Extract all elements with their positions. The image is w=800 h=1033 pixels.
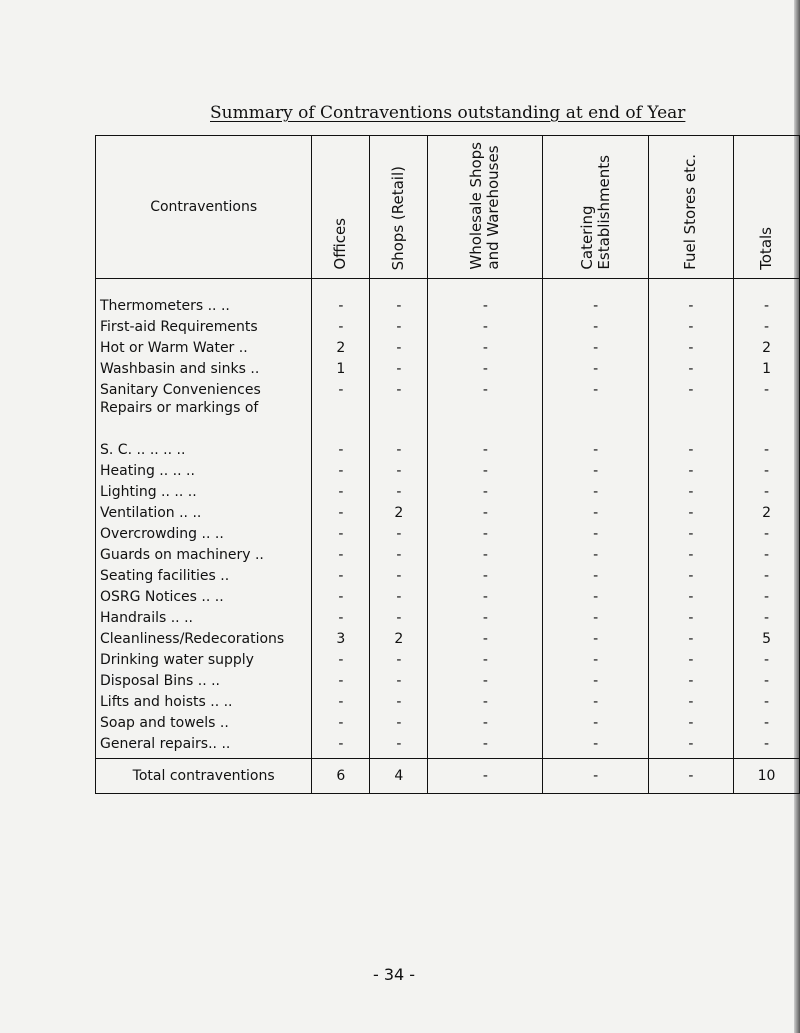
- table-cell: -: [543, 607, 648, 628]
- table-cell: -: [428, 279, 543, 317]
- table-row: [96, 358, 800, 379]
- table-cell: -: [648, 439, 733, 460]
- table-cell: -: [734, 607, 800, 628]
- table-cell: -: [543, 628, 648, 649]
- table-cell: [543, 400, 648, 439]
- table-row: [96, 439, 800, 460]
- table-cell: -: [648, 279, 733, 317]
- column-header-text: Totals: [757, 227, 776, 270]
- row-label: Handrails .. ..: [96, 607, 312, 628]
- row-label: Lifts and hoists .. ..: [96, 691, 312, 712]
- total-cell: -: [428, 759, 543, 794]
- table-cell: -: [648, 358, 733, 379]
- row-label: First-aid Requirements: [96, 316, 312, 337]
- table-cell: -: [648, 337, 733, 358]
- table-cell: -: [734, 460, 800, 481]
- table-cell: -: [734, 649, 800, 670]
- table-row: [96, 586, 800, 607]
- table-cell: -: [543, 481, 648, 502]
- table-cell: -: [370, 523, 428, 544]
- table-cell: -: [370, 358, 428, 379]
- table-cell: 2: [370, 502, 428, 523]
- table-cell: -: [648, 544, 733, 565]
- header-row: [96, 136, 800, 279]
- table-cell: -: [543, 523, 648, 544]
- table-cell: -: [543, 379, 648, 400]
- table-cell: -: [734, 733, 800, 759]
- table-row: [96, 502, 800, 523]
- table-cell: 2: [312, 337, 370, 358]
- table-cell: -: [428, 502, 543, 523]
- table-cell: -: [543, 544, 648, 565]
- table-row: [96, 337, 800, 358]
- table-cell: -: [370, 712, 428, 733]
- table-cell: -: [543, 460, 648, 481]
- column-header-text: Catering: [577, 205, 596, 270]
- table-cell: -: [648, 712, 733, 733]
- row-label: S. C. .. .. .. ..: [96, 439, 312, 460]
- table-cell: -: [543, 670, 648, 691]
- table-cell: -: [734, 379, 800, 400]
- table-cell: 3: [312, 628, 370, 649]
- table-cell: -: [312, 607, 370, 628]
- table-cell: -: [734, 586, 800, 607]
- table-row: [96, 733, 800, 759]
- table-cell: -: [428, 691, 543, 712]
- table-cell: -: [543, 439, 648, 460]
- total-cell: -: [648, 759, 733, 794]
- table-cell: -: [543, 316, 648, 337]
- table-cell: -: [428, 316, 543, 337]
- table-row: [96, 279, 800, 317]
- table-cell: -: [428, 586, 543, 607]
- table-cell: -: [648, 628, 733, 649]
- table-cell: -: [312, 502, 370, 523]
- table-cell: -: [428, 337, 543, 358]
- row-label: Soap and towels ..: [96, 712, 312, 733]
- header-totals: [734, 136, 800, 279]
- row-label: Thermometers .. ..: [96, 279, 312, 317]
- table-cell: -: [370, 649, 428, 670]
- table-cell: -: [428, 670, 543, 691]
- table-row: [96, 691, 800, 712]
- column-header-text: Wholesale Shops: [467, 142, 486, 270]
- table-row: [96, 544, 800, 565]
- table-row: [96, 712, 800, 733]
- table-cell: -: [734, 691, 800, 712]
- table-cell: -: [370, 586, 428, 607]
- row-label: Guards on machinery ..: [96, 544, 312, 565]
- table-cell: 1: [312, 358, 370, 379]
- table-cell: -: [734, 670, 800, 691]
- table-cell: [428, 400, 543, 439]
- table-cell: -: [312, 586, 370, 607]
- total-label: Total contraventions: [96, 759, 312, 794]
- table-cell: -: [648, 316, 733, 337]
- table-cell: -: [648, 691, 733, 712]
- table-cell: -: [648, 565, 733, 586]
- table-cell: [312, 400, 370, 439]
- page-title: Summary of Contraventions outstanding at end of Year: [210, 103, 686, 123]
- header-fuel-stores: [648, 136, 733, 279]
- table-cell: -: [370, 607, 428, 628]
- table-cell: -: [428, 544, 543, 565]
- table-row: [96, 316, 800, 337]
- total-row: [96, 759, 800, 794]
- table-cell: -: [648, 502, 733, 523]
- column-header-text: Establishments: [594, 155, 613, 270]
- table-cell: -: [543, 649, 648, 670]
- table-row: [96, 400, 800, 439]
- row-label: Lighting .. .. ..: [96, 481, 312, 502]
- table-cell: -: [543, 586, 648, 607]
- table-cell: -: [648, 523, 733, 544]
- table-cell: -: [312, 439, 370, 460]
- table-cell: -: [428, 712, 543, 733]
- table-cell: -: [543, 337, 648, 358]
- table-cell: -: [543, 279, 648, 317]
- row-label: Ventilation .. ..: [96, 502, 312, 523]
- table-cell: -: [370, 691, 428, 712]
- header-offices: [312, 136, 370, 279]
- table-cell: -: [312, 460, 370, 481]
- table-cell: -: [312, 565, 370, 586]
- table-cell: -: [312, 316, 370, 337]
- table-cell: -: [648, 481, 733, 502]
- table-cell: [370, 400, 428, 439]
- table-cell: -: [543, 691, 648, 712]
- table-cell: -: [428, 565, 543, 586]
- table-cell: -: [312, 279, 370, 317]
- table-cell: -: [312, 733, 370, 759]
- table-cell: 1: [734, 358, 800, 379]
- header-contraventions: Contraventions: [96, 136, 312, 279]
- row-label: Heating .. .. ..: [96, 460, 312, 481]
- table-row: [96, 628, 800, 649]
- table-cell: 2: [734, 502, 800, 523]
- table-cell: -: [370, 481, 428, 502]
- table-cell: -: [648, 586, 733, 607]
- table-cell: [734, 400, 800, 439]
- table-row: [96, 565, 800, 586]
- table-cell: -: [734, 523, 800, 544]
- table-cell: -: [648, 649, 733, 670]
- table-cell: -: [312, 523, 370, 544]
- row-label: Cleanliness/Redecorations: [96, 628, 312, 649]
- table-cell: -: [734, 279, 800, 317]
- row-label: OSRG Notices .. ..: [96, 586, 312, 607]
- table-cell: -: [312, 379, 370, 400]
- table-cell: -: [734, 544, 800, 565]
- table-cell: 5: [734, 628, 800, 649]
- row-label: Overcrowding .. ..: [96, 523, 312, 544]
- total-cell: 10: [734, 759, 800, 794]
- table-cell: -: [428, 481, 543, 502]
- table-cell: -: [312, 649, 370, 670]
- column-header-text: Fuel Stores etc.: [681, 154, 700, 270]
- table-cell: -: [428, 460, 543, 481]
- table-cell: -: [543, 733, 648, 759]
- row-label: Repairs or markings of: [96, 400, 312, 439]
- header-wholesale: [428, 136, 543, 279]
- table-row: [96, 379, 800, 400]
- table-cell: -: [648, 460, 733, 481]
- table-cell: -: [370, 337, 428, 358]
- table-cell: -: [370, 565, 428, 586]
- table-cell: -: [648, 733, 733, 759]
- table-cell: -: [648, 379, 733, 400]
- table-cell: -: [428, 649, 543, 670]
- row-label: Disposal Bins .. ..: [96, 670, 312, 691]
- column-header-text: Shops (Retail): [389, 165, 408, 270]
- table-cell: -: [312, 691, 370, 712]
- row-label: Drinking water supply: [96, 649, 312, 670]
- column-header-text: and Warehouses: [484, 145, 503, 270]
- table-cell: -: [543, 712, 648, 733]
- table-cell: -: [370, 316, 428, 337]
- table-cell: -: [648, 670, 733, 691]
- table-row: [96, 607, 800, 628]
- row-label: Seating facilities ..: [96, 565, 312, 586]
- table-cell: -: [370, 379, 428, 400]
- table-cell: -: [734, 565, 800, 586]
- header-catering: [543, 136, 648, 279]
- table-cell: -: [428, 523, 543, 544]
- table-cell: -: [428, 358, 543, 379]
- table-row: [96, 649, 800, 670]
- row-label: Washbasin and sinks ..: [96, 358, 312, 379]
- total-cell: -: [543, 759, 648, 794]
- table-cell: -: [648, 607, 733, 628]
- table-cell: -: [370, 733, 428, 759]
- table-cell: -: [428, 733, 543, 759]
- table-cell: -: [428, 439, 543, 460]
- table-cell: -: [312, 544, 370, 565]
- table-cell: -: [734, 712, 800, 733]
- row-label: Hot or Warm Water ..: [96, 337, 312, 358]
- table-cell: -: [370, 439, 428, 460]
- table-cell: 2: [734, 337, 800, 358]
- table-cell: -: [543, 565, 648, 586]
- row-label: General repairs.. ..: [96, 733, 312, 759]
- total-cell: 6: [312, 759, 370, 794]
- table-row: [96, 670, 800, 691]
- table-cell: -: [428, 628, 543, 649]
- table-cell: -: [734, 316, 800, 337]
- table-cell: -: [428, 607, 543, 628]
- table-cell: -: [312, 670, 370, 691]
- column-header-text: Offices: [331, 218, 350, 270]
- table-cell: -: [312, 712, 370, 733]
- table-cell: -: [734, 481, 800, 502]
- table-cell: 2: [370, 628, 428, 649]
- table-row: [96, 523, 800, 544]
- table-row: [96, 460, 800, 481]
- table-cell: -: [543, 358, 648, 379]
- page-number: - 34 -: [373, 965, 416, 984]
- contraventions-table: [95, 135, 800, 794]
- header-shops-retail: [370, 136, 428, 279]
- table-row: [96, 481, 800, 502]
- table-cell: [648, 400, 733, 439]
- total-cell: 4: [370, 759, 428, 794]
- table-cell: -: [428, 379, 543, 400]
- table-cell: -: [370, 460, 428, 481]
- table-cell: -: [734, 439, 800, 460]
- table-cell: -: [543, 502, 648, 523]
- table-cell: -: [370, 544, 428, 565]
- table-cell: -: [312, 481, 370, 502]
- table-cell: -: [370, 279, 428, 317]
- table-cell: -: [370, 670, 428, 691]
- row-label: Sanitary Conveniences: [96, 379, 312, 400]
